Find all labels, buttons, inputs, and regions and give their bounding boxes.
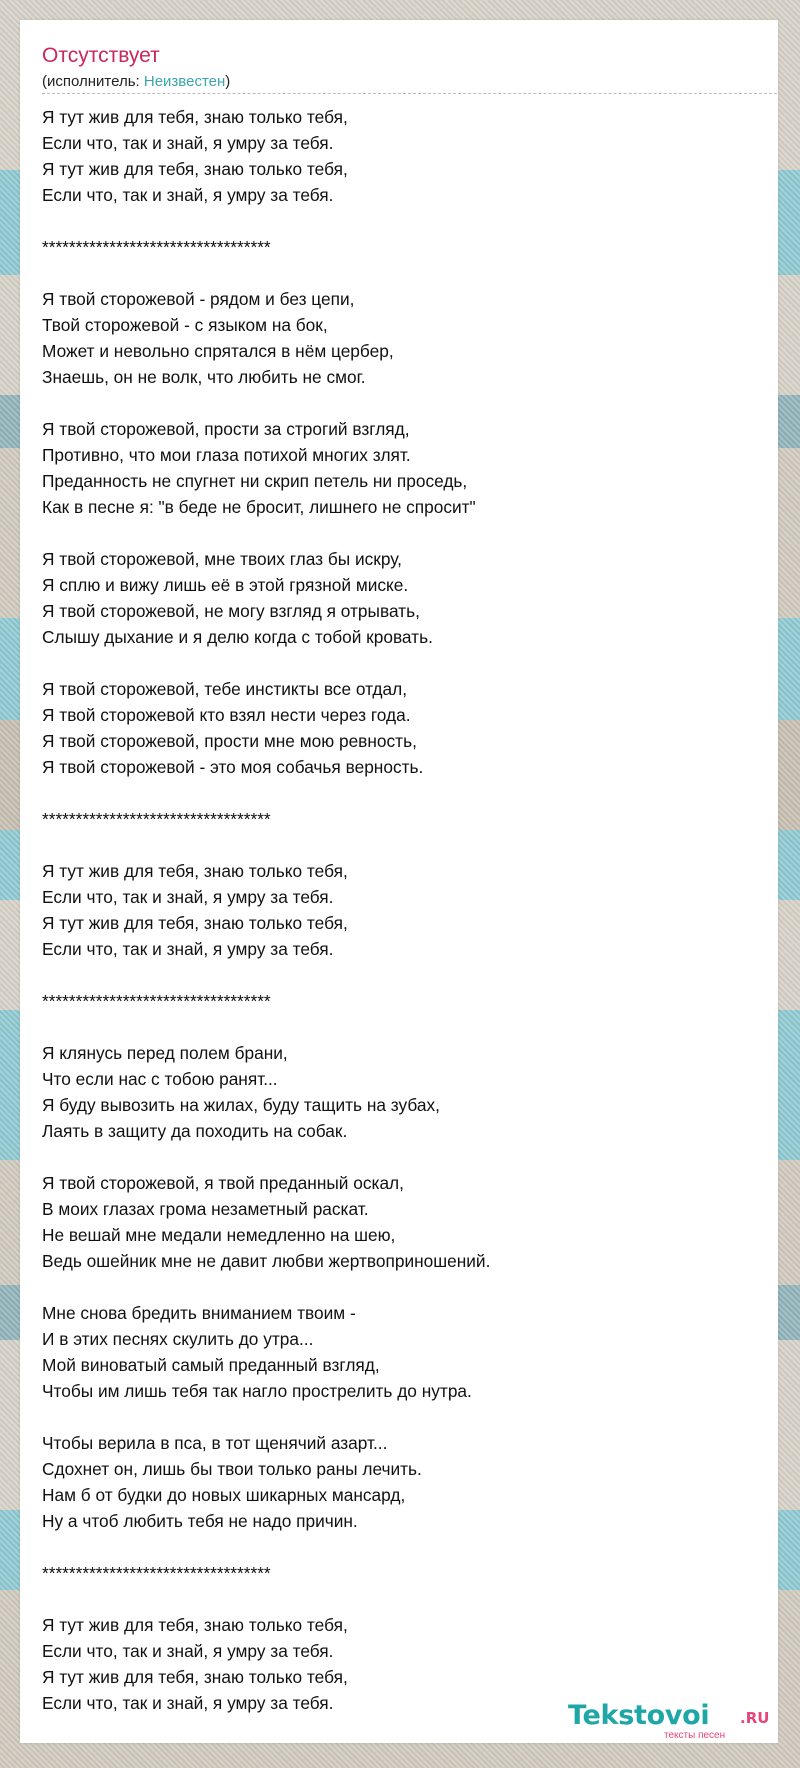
lyrics-line: Я твой сторожевой, мне твоих глаз бы искру,: [42, 549, 402, 569]
lyrics-line: Преданность не спугнет ни скрип петель ни проседь,: [42, 471, 468, 491]
stanza-separator: **********************************: [42, 237, 271, 257]
lyrics-line: Я тут жив для тебя, знаю только тебя,: [42, 1667, 348, 1687]
stanza-separator: **********************************: [42, 991, 271, 1011]
song-title: Отсутствует: [42, 44, 160, 67]
artist-link[interactable]: Неизвестен: [143, 73, 226, 90]
lyrics-line: Слышу дыхание и я делю когда с тобой кровать.: [42, 627, 433, 647]
lyrics-line: Если что, так и знай, я умру за тебя.: [42, 185, 334, 205]
lyrics-stanza: [42, 1430, 762, 1534]
site-logo[interactable]: [568, 1700, 778, 1740]
logo-tld: .RU: [740, 1709, 770, 1727]
lyrics-line: Я твой сторожевой, не могу взгляд я отрывать,: [42, 601, 420, 621]
lyrics-stanza: [42, 1560, 762, 1586]
lyrics-text: [42, 104, 762, 1742]
lyrics-line: Не вешай мне медали немедленно на шею,: [42, 1225, 396, 1245]
stanza-separator: **********************************: [42, 1563, 271, 1583]
lyrics-line: Я твой сторожевой, прости мне мою ревность,: [42, 731, 417, 751]
lyrics-line: Если что, так и знай, я умру за тебя.: [42, 1693, 334, 1713]
logo-tagline: тексты песен: [664, 1730, 726, 1741]
lyrics-line: Чтобы верила в пса, в тот щенячий азарт...: [42, 1433, 388, 1453]
lyrics-line: Я твой сторожевой, я твой преданный оскал,: [42, 1173, 404, 1193]
lyrics-stanza: [42, 988, 762, 1014]
lyrics-line: Я сплю и вижу лишь её в этой грязной миске.: [42, 575, 409, 595]
lyrics-stanza: [42, 234, 762, 260]
header-divider: [42, 93, 777, 94]
lyrics-line: Я клянусь перед полем брани,: [42, 1043, 288, 1063]
lyrics-line: Как в песне я: "в беде не бросит, лишнего не спросит": [42, 497, 476, 517]
lyrics-line: Я тут жив для тебя, знаю только тебя,: [42, 1615, 348, 1635]
lyrics-line: Я буду вывозить на жилах, буду тащить на зубах,: [42, 1095, 440, 1115]
lyrics-stanza: [42, 1040, 762, 1144]
artist-suffix: ): [225, 73, 231, 90]
lyrics-line: Я твой сторожевой, тебе инстикты все отдал,: [42, 679, 408, 699]
lyrics-line: Чтобы им лишь тебя так нагло прострелить до нутра.: [42, 1381, 472, 1401]
lyrics-stanza: [42, 1300, 762, 1404]
lyrics-line: Я твой сторожевой кто взял нести через года.: [42, 705, 411, 725]
lyrics-stanza: [42, 676, 762, 780]
lyrics-stanza: [42, 858, 762, 962]
lyrics-stanza: [42, 806, 762, 832]
lyrics-line: Я тут жив для тебя, знаю только тебя,: [42, 861, 348, 881]
lyrics-line: Знаешь, он не волк, что любить не смог.: [42, 367, 366, 387]
lyrics-stanza: [42, 286, 762, 390]
lyrics-card: [20, 20, 778, 1743]
lyrics-line: Ведь ошейник мне не давит любви жертвоприношений.: [42, 1251, 491, 1271]
lyrics-line: Я твой сторожевой, прости за строгий взгляд,: [42, 419, 410, 439]
lyrics-line: Сдохнет он, лишь бы твои только раны лечить.: [42, 1459, 422, 1479]
lyrics-line: Я твой сторожевой - рядом и без цепи,: [42, 289, 355, 309]
lyrics-line: Мне снова бредить вниманием твоим -: [42, 1303, 356, 1323]
lyrics-line: Ну а чтоб любить тебя не надо причин.: [42, 1511, 358, 1531]
lyrics-stanza: [42, 104, 762, 208]
lyrics-line: Если что, так и знай, я умру за тебя.: [42, 133, 334, 153]
artist-prefix: (исполнитель:: [42, 73, 144, 90]
stanza-separator: **********************************: [42, 809, 271, 829]
lyrics-line: Если что, так и знай, я умру за тебя.: [42, 1641, 334, 1661]
lyrics-stanza: [42, 1170, 762, 1274]
lyrics-line: Я тут жив для тебя, знаю только тебя,: [42, 107, 348, 127]
lyrics-line: Нам б от будки до новых шикарных мансард,: [42, 1485, 406, 1505]
lyrics-line: Противно, что мои глаза потихой многих злят.: [42, 445, 411, 465]
lyrics-line: Твой сторожевой - с языком на бок,: [42, 315, 328, 335]
artist-line: [42, 73, 230, 91]
lyrics-line: И в этих песнях скулить до утра...: [42, 1329, 314, 1349]
lyrics-line: Если что, так и знай, я умру за тебя.: [42, 887, 334, 907]
lyrics-stanza: [42, 546, 762, 650]
logo-wordmark: Tekstovoi: [568, 1700, 710, 1731]
lyrics-line: Мой виноватый самый преданный взгляд,: [42, 1355, 380, 1375]
lyrics-stanza: [42, 416, 762, 520]
lyrics-line: В моих глазах грома незаметный раскат.: [42, 1199, 369, 1219]
lyrics-line: Я тут жив для тебя, знаю только тебя,: [42, 913, 348, 933]
lyrics-line: Я тут жив для тебя, знаю только тебя,: [42, 159, 348, 179]
lyrics-line: Что если нас с тобою ранят...: [42, 1069, 278, 1089]
lyrics-line: Я твой сторожевой - это моя собачья верность.: [42, 757, 424, 777]
lyrics-line: Может и невольно спрятался в нём цербер,: [42, 341, 394, 361]
lyrics-line: Лаять в защиту да походить на собак.: [42, 1121, 348, 1141]
lyrics-line: Если что, так и знай, я умру за тебя.: [42, 939, 334, 959]
